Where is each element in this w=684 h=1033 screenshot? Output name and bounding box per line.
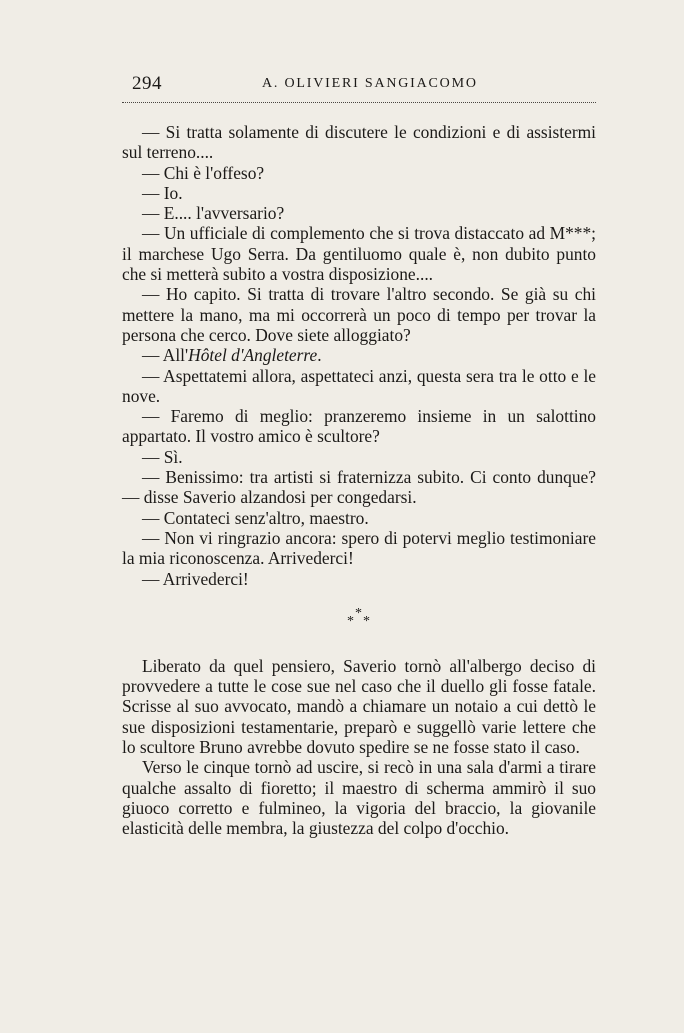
narrative-paragraph: Verso le cinque tornò ad uscire, si recò in una sala d'armi a tirare qualche assalto di fioretto; il maestro di scherma ammirò il suo giuoco corretto e fulmineo, la vigoria del braccio, la giovanile elasticità delle membra, la giustezza del colpo d'occhio. (122, 757, 596, 839)
page-body (122, 122, 596, 839)
dialogue-line: — Aspettatemi allora, aspettateci anzi, questa sera tra le otto e le nove. (122, 365, 596, 406)
running-head: A. OLIVIERI SANGIACOMO (262, 76, 478, 91)
dialogue-line: — Chi è l'offeso? (142, 162, 265, 183)
page-header (122, 73, 596, 99)
dialogue-line: — Faremo di meglio: pranzeremo insieme in un salottino appartato. Il vostro amico è scultore? (122, 406, 596, 447)
header-rule (122, 102, 596, 103)
dialogue-line: — E.... l'avversario? (142, 203, 285, 224)
dialogue-line: — Benissimo: tra artisti si fraternizza subito. Ci conto dunque? — disse Saverio alzandosi per congedarsi. (122, 467, 596, 508)
asterisk-mark: * (355, 605, 362, 621)
dialogue-line: — All'Hôtel d'Angleterre. (142, 345, 322, 366)
spacer (122, 645, 596, 656)
dialogue-line: — Io. (142, 182, 183, 203)
narrative-paragraph: Liberato da quel pensiero, Saverio tornò all'albergo deciso di provvedere a tutte le cose sue nel caso che il duello gli fosse fatale. Scrisse al suo avvocato, mandò a chiamare un notaio a cui dettò le sue disposizioni testamentarie, preparò e suggellò varie lettere che lo scultore Bruno avrebbe dovuto spedire se ne fosse stato il caso. (122, 655, 596, 758)
dialogue-line: — Arrivederci! (142, 568, 249, 589)
dialogue-line: — Contateci senz'altro, maestro. (142, 507, 369, 528)
asterisk-mark: * (347, 613, 354, 629)
dialogue-line: — Un ufficiale di complemento che si trova distaccato ad M***; il marchese Ugo Serra. Da gentiluomo quale è, non dubito punto che si metterà subito a vostra disposizione.... (122, 223, 596, 285)
page-number: 294 (132, 73, 162, 94)
hotel-name: Hôtel d'Angleterre (188, 345, 318, 366)
dialogue-line: — Sì. (142, 446, 183, 467)
dialogue-line: — Non vi ringrazio ancora: spero di potervi meglio testimoniare la mia riconoscenza. Arrivederci! (122, 527, 596, 569)
section-separator (122, 589, 596, 645)
dialogue-line: — Ho capito. Si tratta di trovare l'altro secondo. Se già su chi mettere la mano, ma mi occorrerà un poco di tempo per trovar la persona che cerco. Dove siete alloggiato? (122, 284, 596, 345)
asterisk-mark: * (363, 613, 370, 629)
dialogue-line: — Si tratta solamente di discutere le condizioni e di assistermi sul terreno.... (122, 122, 596, 163)
